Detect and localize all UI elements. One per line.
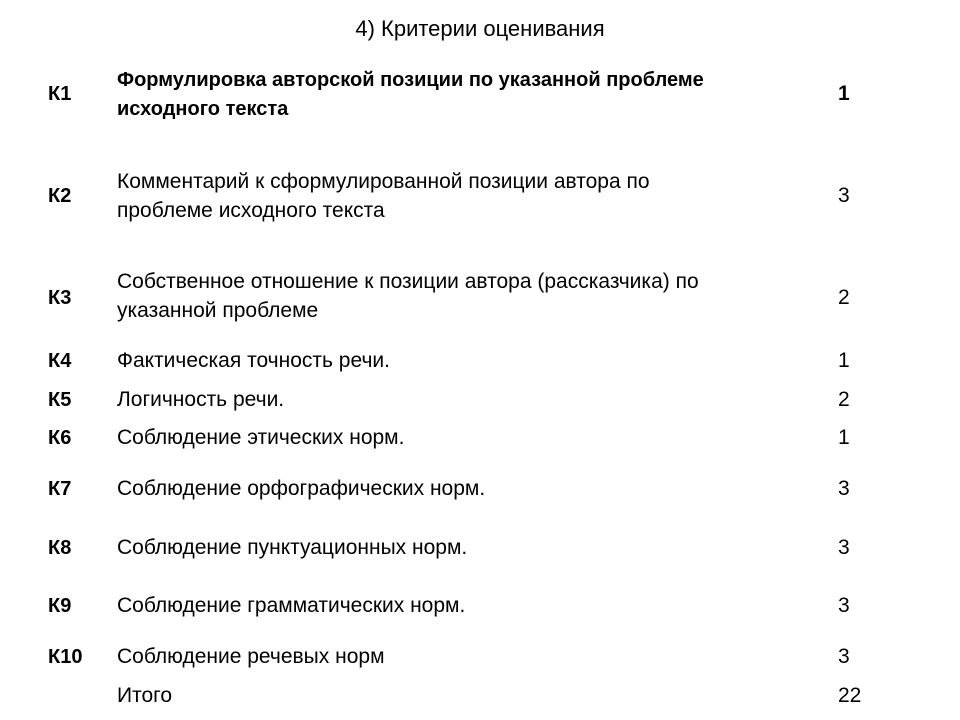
slide-title: 4) Критерии оценивания: [355, 16, 605, 41]
criterion-text: Соблюдение орфографических норм.: [117, 477, 486, 500]
criterion-score: 3: [838, 645, 850, 668]
criterion-text: Соблюдение пунктуационных норм.: [117, 536, 468, 559]
criterion-score: 3: [838, 536, 850, 559]
criterion-score: 1: [838, 349, 850, 372]
total-label: Итого: [117, 684, 173, 707]
criterion-code: К4: [48, 350, 72, 372]
criterion-text: Логичность речи.: [117, 388, 285, 411]
criterion-score: 3: [838, 477, 850, 500]
criterion-code: К1: [48, 83, 72, 105]
criterion-text-line2: исходного текста: [117, 98, 289, 120]
criterion-text: Соблюдение этических норм.: [117, 426, 405, 449]
criterion-text-line2: указанной проблеме: [117, 299, 319, 322]
criterion-text-line1: Собственное отношение к позиции автора (рассказчика) по: [117, 270, 699, 293]
total-score: 22: [838, 684, 862, 707]
criterion-text: Соблюдение речевых норм: [117, 645, 385, 668]
criterion-score: 2: [838, 286, 850, 309]
criterion-score: 3: [838, 594, 850, 617]
criterion-text-line1: Формулировка авторской позиции по указанной проблеме: [117, 69, 704, 91]
criterion-score: 3: [838, 184, 850, 207]
criterion-text-line1: Комментарий к сформулированной позиции автора по: [117, 170, 650, 193]
criterion-code: К3: [48, 287, 72, 309]
criterion-score: 2: [838, 388, 850, 411]
criterion-text: Соблюдение грамматических норм.: [117, 594, 466, 617]
criterion-code: К7: [48, 478, 72, 500]
criterion-code: К10: [48, 646, 83, 668]
criterion-code: К2: [48, 185, 72, 207]
criterion-code: К6: [48, 427, 72, 449]
criterion-code: К5: [48, 389, 72, 411]
criterion-code: К8: [48, 537, 72, 559]
criterion-score: 1: [838, 426, 850, 449]
criterion-text-line2: проблеме исходного текста: [117, 199, 385, 222]
criterion-text: Фактическая точность речи.: [117, 349, 390, 372]
criterion-score: 1: [838, 82, 850, 105]
criterion-code: К9: [48, 595, 72, 617]
